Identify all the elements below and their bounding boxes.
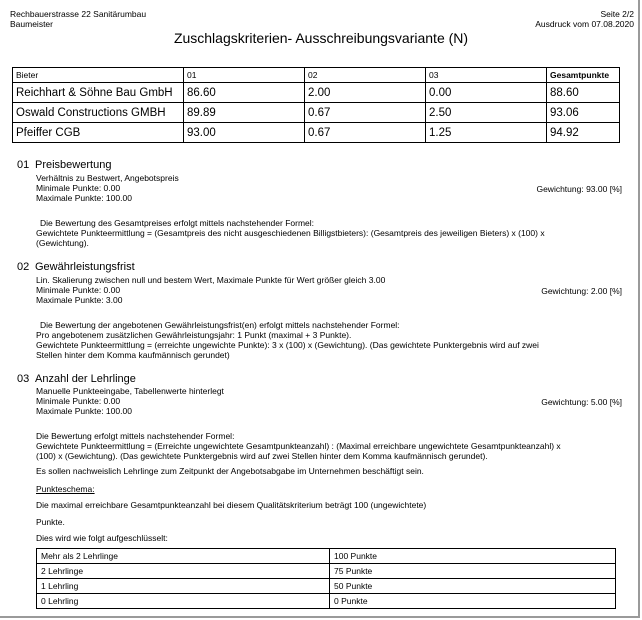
section-number: 01: [17, 159, 30, 171]
score-cell: 0.67: [305, 103, 426, 123]
column-header: Bieter: [13, 68, 184, 83]
formula-line: Stellen hinter dem Komma kaufmännisch gerundet): [36, 350, 230, 360]
project-name: Rechbauerstrasse 22 Sanitärumbau: [10, 9, 147, 19]
bidder-name: Pfeiffer CGB: [13, 123, 184, 143]
section-heading: [17, 261, 135, 273]
table-header-row: [13, 68, 620, 83]
table-row: [37, 564, 616, 579]
column-header: Gesamtpunkte: [547, 68, 620, 83]
page-header-right: [535, 9, 634, 29]
section-number: 03: [17, 373, 30, 385]
bidder-table: [12, 67, 620, 143]
formula-line: Gewichtete Punkteermittlung = (Gesamtpreis des nicht ausgeschiedenen Billigstbieters): (Gesamtpreis des jeweiligen Bieters) x (100) x: [36, 228, 545, 238]
section-heading: [17, 373, 136, 385]
column-header: 01: [184, 68, 305, 83]
formula-intro: Die Bewertung der angebotenen Gewährleistungsfrist(en) erfolgt mittels nachstehender Formel:: [40, 320, 400, 330]
total-cell: 93.06: [547, 103, 620, 123]
table-row: [37, 579, 616, 594]
method-text: Verhältnis zu Bestwert, Angebotspreis: [36, 173, 179, 183]
column-header: 02: [305, 68, 426, 83]
table-row: [13, 83, 620, 103]
section-number: 02: [17, 261, 30, 273]
bidder-name: Oswald Constructions GMBH: [13, 103, 184, 123]
section-title: Anzahl der Lehrlinge: [35, 373, 136, 385]
formula-line: Gewichtete Punkteermittlung = (erreichte ungewichte Punkte): 3 x (100) x (Gewichtung). (Das gewichtete Punktergebnis wird auf zwei: [36, 340, 539, 350]
formula-line: Pro angebotenem zusätzlichen Gewährleistungsjahr: 1 Punkt (maximal + 3 Punkte).: [36, 330, 352, 340]
role-label: Baumeister: [10, 19, 53, 29]
formula-line: (Gewichtung).: [36, 238, 89, 248]
page-header-left: [10, 9, 146, 29]
formula-block: [36, 320, 596, 360]
formula-line: (100) x (Gewichtung). (Das gewichtete Punktergebnis wird auf zwei Stellen hinter dem Komma kaufmännisch gerundet).: [36, 451, 488, 461]
points-cell: 75 Punkte: [330, 564, 616, 579]
score-cell: 89.89: [184, 103, 305, 123]
points-cell: 100 Punkte: [330, 549, 616, 564]
points-cell: 0 Punkte: [330, 594, 616, 609]
weight-label: Gewichtung: 5.00 [%]: [541, 397, 622, 407]
min-points: Minimale Punkte: 0.00: [36, 396, 121, 406]
min-points: Minimale Punkte: 0.00: [36, 183, 121, 193]
table-row: [13, 123, 620, 143]
requirement-note: Es sollen nachweislich Lehrlinge zum Zeitpunkt der Angebotsabgabe im Unternehmen beschäftigt sein.: [36, 466, 424, 476]
method-text: Lin. Skalierung zwischen null und bestem Wert, Maximale Punkte für Wert größer gleich 3.00: [36, 275, 386, 285]
section-criteria: [36, 173, 179, 203]
page-number: Seite 2/2: [600, 9, 634, 19]
section-criteria: [36, 275, 385, 305]
breakdown-label: Dies wird wie folgt aufgeschlüsselt:: [36, 533, 168, 543]
weight-label: Gewichtung: 2.00 [%]: [541, 286, 622, 296]
total-cell: 88.60: [547, 83, 620, 103]
score-cell: 0.67: [305, 123, 426, 143]
table-row: [37, 594, 616, 609]
section-title: Preisbewertung: [35, 159, 112, 171]
weight-label: Gewichtung: 93.00 [%]: [536, 184, 622, 194]
formula-block: [36, 218, 596, 248]
score-cell: 2.00: [305, 83, 426, 103]
formula-line: Gewichtete Punkteermittlung = (Erreichte ungewichtete Gesamtpunkteanzahl) : (Maximal erreichbare ungewichtete Gesamtpunkteanzahl) x: [36, 441, 561, 451]
schema-text: Punkte.: [36, 517, 65, 527]
criterion-cell: Mehr als 2 Lehrlinge: [37, 549, 330, 564]
schema-text: Die maximal erreichbare Gesamtpunkteanzahl bei diesem Qualitätskriterium beträgt 100 (ungewichtete): [36, 500, 427, 510]
section-heading: [17, 159, 111, 171]
max-points: Maximale Punkte: 100.00: [36, 193, 132, 203]
section-criteria: [36, 386, 224, 416]
section-title: Gewährleistungsfrist: [35, 261, 135, 273]
score-cell: 86.60: [184, 83, 305, 103]
score-cell: 93.00: [184, 123, 305, 143]
points-cell: 50 Punkte: [330, 579, 616, 594]
table-row: [13, 103, 620, 123]
min-points: Minimale Punkte: 0.00: [36, 285, 121, 295]
total-cell: 94.92: [547, 123, 620, 143]
formula-intro: Die Bewertung erfolgt mittels nachstehender Formel:: [36, 431, 235, 441]
max-points: Maximale Punkte: 100.00: [36, 406, 132, 416]
print-date: Ausdruck vom 07.08.2020: [535, 19, 634, 29]
schema-label: Punkteschema:: [36, 484, 95, 494]
score-cell: 2.50: [426, 103, 547, 123]
max-points: Maximale Punkte: 3.00: [36, 295, 123, 305]
score-cell: 0.00: [426, 83, 547, 103]
column-header: 03: [426, 68, 547, 83]
bidder-name: Reichhart & Söhne Bau GmbH: [13, 83, 184, 103]
method-text: Manuelle Punkteeingabe, Tabellenwerte hinterlegt: [36, 386, 224, 396]
criterion-cell: 2 Lehrlinge: [37, 564, 330, 579]
score-cell: 1.25: [426, 123, 547, 143]
document-title: Zuschlagskriterien- Ausschreibungsvariante (N): [173, 30, 469, 46]
criterion-cell: 1 Lehrling: [37, 579, 330, 594]
formula-block: [36, 431, 596, 461]
points-table: [36, 548, 616, 609]
formula-intro: Die Bewertung des Gesamtpreises erfolgt mittels nachstehender Formel:: [40, 218, 315, 228]
criterion-cell: 0 Lehrling: [37, 594, 330, 609]
table-row: [37, 549, 616, 564]
